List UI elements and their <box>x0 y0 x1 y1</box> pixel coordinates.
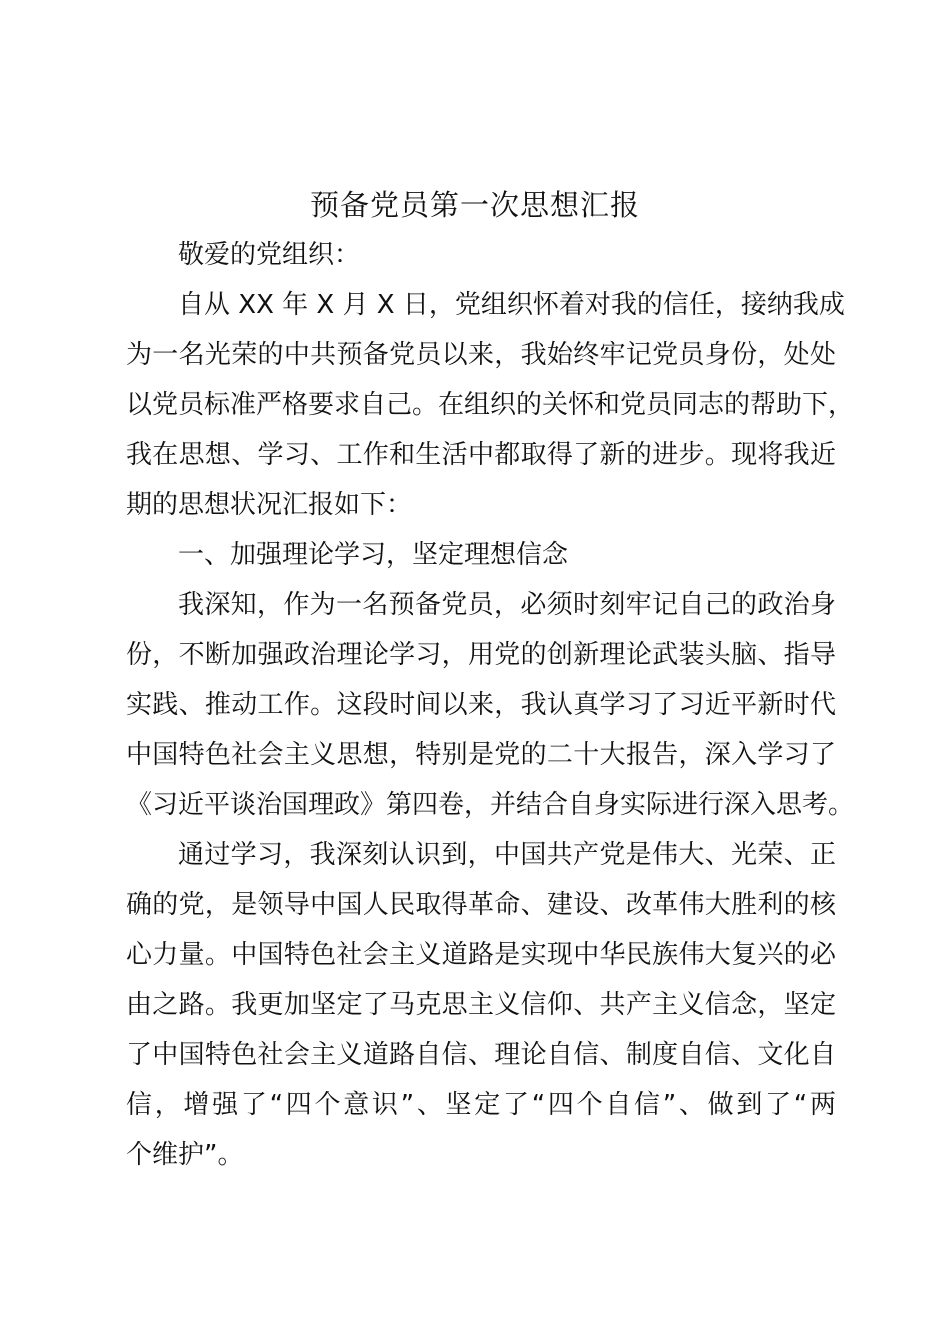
paragraph-line: 信，增强了“四个意识”、坚定了“四个自信”、做到了“两 <box>126 1090 836 1120</box>
paragraph-line: 确的党，是领导中国人民取得革命、建设、改革伟大胜利的核 <box>126 890 836 920</box>
paragraph-line: 中国特色社会主义思想，特别是党的二十大报告，深入学习了 <box>126 740 836 770</box>
paragraph-line: 个维护”。 <box>126 1140 244 1170</box>
paragraph-line: 我在思想、学习、工作和生活中都取得了新的进步。现将我近 <box>126 440 836 470</box>
paragraph-line: 《习近平谈治国理政》第四卷，并结合自身实际进行深入思考。 <box>126 790 855 820</box>
salutation: 敬爱的党组织： <box>178 240 361 270</box>
paragraph-line: 通过学习，我深刻认识到，中国共产党是伟大、光荣、正 <box>178 840 836 870</box>
paragraph-line: 以党员标准严格要求自己。在组织的关怀和党员同志的帮助下， <box>126 390 855 420</box>
paragraph-line: 由之路。我更加坚定了马克思主义信仰、共产主义信念，坚定 <box>126 990 836 1020</box>
paragraph-line: 实践、推动工作。这段时间以来，我认真学习了习近平新时代 <box>126 690 836 720</box>
paragraph-line: 我深知，作为一名预备党员，必须时刻牢记自己的政治身 <box>178 590 836 620</box>
paragraph-line: 为一名光荣的中共预备党员以来，我始终牢记党员身份，处处 <box>126 340 836 370</box>
paragraph-line: 期的思想状况汇报如下： <box>126 490 413 520</box>
paragraph-line: 自从 XX 年 X 月 X 日，党组织怀着对我的信任，接纳我成 <box>178 290 845 320</box>
document-title: 预备党员第一次思想汇报 <box>309 188 640 222</box>
paragraph-line: 份，不断加强政治理论学习，用党的创新理论武装头脑、指导 <box>126 640 836 670</box>
section-heading: 一、加强理论学习，坚定理想信念 <box>178 540 569 570</box>
paragraph-line: 了中国特色社会主义道路自信、理论自信、制度自信、文化自 <box>126 1040 836 1070</box>
paragraph-line: 心力量。中国特色社会主义道路是实现中华民族伟大复兴的必 <box>126 940 836 970</box>
